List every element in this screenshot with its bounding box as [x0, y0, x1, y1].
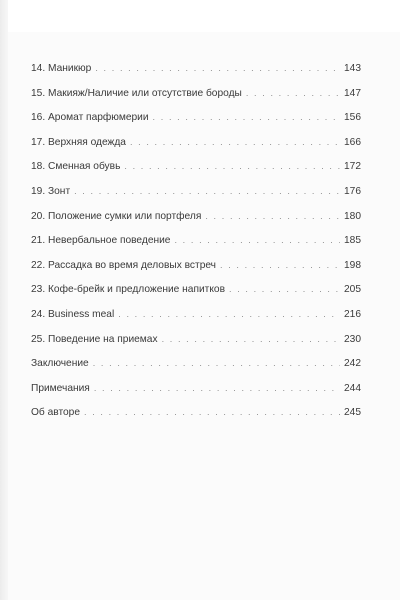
toc-entry-title: 24. Business meal [31, 308, 115, 320]
toc-entry-page-number: 172 [344, 161, 361, 173]
toc-entry-title: 22. Рассадка во время деловых встреч [31, 259, 216, 271]
toc-entry-title: Примечания [31, 382, 90, 394]
toc-entry [31, 260, 361, 285]
toc-entry-page-number: 198 [344, 259, 361, 271]
toc-leader-dots [84, 407, 340, 417]
toc-leader-dots [130, 137, 340, 147]
toc-entry [31, 211, 361, 236]
toc-leader-dots [94, 383, 340, 393]
toc-entry [31, 186, 361, 211]
toc-leader-dots [205, 211, 340, 221]
toc-entry-page-number: 185 [344, 235, 361, 247]
toc-entry-page-number: 216 [344, 308, 361, 320]
toc-entry-title: 18. Сменная обувь [31, 161, 121, 173]
toc-leader-dots [93, 358, 340, 368]
toc-entry-page-number: 242 [344, 358, 361, 370]
toc-entry-page-number: 156 [344, 112, 361, 124]
toc-entry [31, 334, 361, 359]
toc-entry-page-number: 166 [344, 136, 361, 148]
toc-entry-title: 19. Зонт [31, 185, 71, 197]
toc-leader-dots [174, 235, 340, 245]
toc-entry-page-number: 143 [344, 63, 361, 74]
toc-entry [31, 137, 361, 162]
toc-entry-page-number: 180 [344, 210, 361, 222]
toc-entry [31, 63, 361, 88]
toc-entry-page-number: 147 [344, 87, 361, 99]
toc-leader-dots [124, 161, 340, 171]
toc-entry-page-number: 245 [344, 407, 361, 419]
page-edge [0, 0, 8, 600]
toc-leader-dots [246, 88, 340, 98]
toc-entry-title: Об авторе [31, 407, 80, 419]
toc-entry [31, 358, 361, 383]
toc-leader-dots [95, 63, 340, 73]
toc-entry-title: Заключение [31, 358, 89, 370]
toc-leader-dots [229, 284, 340, 294]
toc-entry-title: 17. Верхняя одежда [31, 136, 126, 148]
toc-entry-page-number: 205 [344, 284, 361, 296]
toc-entry-title: 21. Невербальное поведение [31, 235, 171, 247]
table-of-contents [31, 63, 361, 432]
toc-entry-title: 25. Поведение на приемах [31, 333, 158, 345]
toc-entry-title: 15. Макияж/Наличие или отсутствие бороды [31, 87, 242, 99]
toc-leader-dots [162, 334, 340, 344]
toc-leader-dots [153, 112, 340, 122]
toc-leader-dots [220, 260, 340, 270]
toc-entry-page-number: 244 [344, 382, 361, 394]
toc-entry [31, 407, 361, 432]
toc-entry [31, 284, 361, 309]
toc-entry [31, 88, 361, 113]
toc-entry-title: 16. Аромат парфюмерии [31, 112, 149, 124]
toc-entry [31, 383, 361, 408]
toc-entry-title: 20. Положение сумки или портфеля [31, 210, 202, 222]
toc-leader-dots [118, 309, 340, 319]
toc-entry-page-number: 176 [344, 185, 361, 197]
toc-entry [31, 161, 361, 186]
toc-entry-page-number: 230 [344, 333, 361, 345]
toc-entry [31, 309, 361, 334]
toc-entry-title: 23. Кофе-брейк и предложение напитков [31, 284, 225, 296]
toc-entry-title: 14. Маникюр [31, 63, 92, 74]
toc-entry [31, 112, 361, 137]
toc-entry [31, 235, 361, 260]
toc-leader-dots [74, 186, 340, 196]
